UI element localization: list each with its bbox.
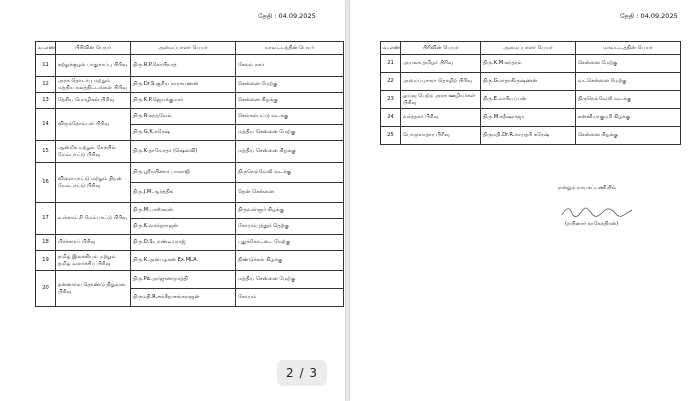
district-name-cell: செங்கல்பட்டு வடக்கு (236, 109, 344, 125)
district-name-cell: சென்னை மேற்கு (236, 77, 344, 93)
header-division: பிரிவின் பெயர் (401, 42, 481, 55)
organizer-name-cell: திரு.K.M.சுந்தரம் (481, 55, 576, 73)
table-row (36, 235, 344, 251)
divisions-table (380, 41, 681, 145)
table-row (36, 109, 344, 125)
table-row (36, 271, 344, 289)
serial-number-cell: 13 (36, 93, 56, 109)
serial-number-cell: 15 (36, 141, 56, 163)
division-name-cell: ஆன்மீக மற்றும் கோயில் மேம்பாட்டு பிரிவு (56, 141, 131, 163)
organizer-name-cell: திரு.K.அன்பழகன் Ex.MLA (131, 251, 236, 271)
table-row (36, 93, 344, 109)
table-row (381, 73, 681, 91)
organizer-name-cell: திரு.E.மாரியப்பன் (481, 91, 576, 109)
district-name-cell: சென்னை மேற்கு (576, 55, 681, 73)
organizer-name-cell: திரு.R.P.கோபிநாத் (131, 55, 236, 77)
table-header-row (381, 42, 681, 55)
district-name-cell: திருவள்ளூர் கிழக்கு (236, 203, 344, 219)
serial-number-cell: 12 (36, 77, 56, 93)
division-name-cell: பொருளாதார பிரிவு (401, 127, 481, 145)
table-row (381, 55, 681, 73)
district-name-cell: மத்திய சென்னை மேற்கு (236, 271, 344, 289)
organizer-name-cell: திரு.K.P.ஜெயக்குமார் (131, 93, 236, 109)
table-row (36, 251, 344, 271)
district-name-cell: கன்னியாகுமரி கிழக்கு (576, 109, 681, 127)
table-row (36, 55, 344, 77)
table-header-row (36, 42, 344, 55)
header-serial: வ.எண் (36, 42, 56, 55)
signature (560, 205, 635, 219)
signatory-name: (நயினார் நாகேந்திரன்) (565, 221, 619, 227)
serial-number-cell: 17 (36, 203, 56, 235)
organizer-name-cell: திருமதி.R.சங்கீதாசங்கராஜன் (131, 289, 236, 307)
document-page-2 (350, 0, 688, 401)
page-date: தேதி : 04.09.2025 (620, 12, 678, 20)
district-name-cell: வடசென்னை மேற்கு (576, 73, 681, 91)
serial-number-cell: 24 (381, 109, 401, 127)
table-row (36, 203, 344, 219)
organizer-name-cell: திரு.Dr.S.சூரிய நாராயணன் (131, 77, 236, 93)
division-name-cell: விருந்தோம்பல் பிரிவு (56, 109, 131, 141)
header-district: மாவட்டத்தின் பெயர் (236, 42, 344, 55)
header-serial: வ.எண் (381, 42, 401, 55)
division-name-cell: சுற்றுச்சூழல் பாதுகாப்பு பிரிவு (56, 55, 131, 77)
district-name-cell: திருநெல்வேலி வடக்கு (236, 163, 344, 183)
organizer-name-cell: திரு.M.சதீஷ்ராஜா (481, 109, 576, 127)
organizer-name-cell: திரு.R.சுந்தவேல் (131, 109, 236, 125)
page-indicator: 2 / 3 (277, 360, 327, 386)
division-name-cell: தன்னார்வ தொண்டு நிறுவன பிரிவு (56, 271, 131, 307)
district-name-cell: புதுக்கோட்டை மேற்கு (236, 235, 344, 251)
serial-number-cell: 16 (36, 163, 56, 203)
closing-line: என்றும் நாயகப்பணியில் (558, 185, 617, 191)
organizer-name-cell: திரு.K.வசந்தராஜன் (131, 219, 236, 235)
serial-number-cell: 11 (36, 55, 56, 77)
serial-number-cell: 18 (36, 235, 56, 251)
serial-number-cell: 25 (381, 127, 401, 145)
table-row (381, 109, 681, 127)
organizer-name-cell: திரு.D.S.பாண்டியராஜ் (131, 235, 236, 251)
organizer-name-cell: திருமதி.Dr.R.காயத்ரி சுரேஷ் (481, 127, 576, 145)
organizer-name-cell: திரு.K.தாமோதர் (ஷெல்வி) (131, 141, 236, 163)
division-name-cell: பிரச்சாரப் பிரிவு (56, 235, 131, 251)
district-name-cell: சென்னை கிழக்கு (576, 127, 681, 145)
page-date: தேதி : 04.09.2025 (258, 12, 316, 20)
district-name-cell: சென்னை கிழக்கு (236, 93, 344, 109)
district-name-cell: கோயம் (236, 289, 344, 307)
serial-number-cell: 23 (381, 91, 401, 109)
table-row (36, 141, 344, 163)
serial-number-cell: 22 (381, 73, 401, 91)
division-name-cell: தமிழ் இலக்கியம் மற்றும் தமிழ் வளர்ச்சிப் பிரிவு (56, 251, 131, 271)
division-name-cell: வர்த்தகர் பிரிவு (401, 109, 481, 127)
header-organizer: அமைப்பாளர் பெயர் (481, 42, 576, 55)
header-district: மாவட்டத்தின் பெயர் (576, 42, 681, 55)
organizer-name-cell: திரு.ஸ்ரீநயினார் பாலாஜி (131, 163, 236, 183)
division-name-cell: அயலக தமிழர் பிரிவு (401, 55, 481, 73)
organizer-name-cell: திரு.Pa.அர்ஜுனமூர்த்தி (131, 271, 236, 289)
division-name-cell: விளையாட்டு மற்றும் திறன் மேம்பாட்டு பிரிவு (56, 163, 131, 203)
district-name-cell: திண்டுக்கல் கிழக்கு (236, 251, 344, 271)
district-name-cell: மத்திய சென்னை கிழக்கு (236, 141, 344, 163)
district-name-cell: மத்திய சென்னை மேற்கு (236, 125, 344, 141)
serial-number-cell: 21 (381, 55, 401, 73)
division-name-cell: தேசிய மொழிகள் பிரிவு (56, 93, 131, 109)
header-organizer: அமைப்பாளர் பெயர் (131, 42, 236, 55)
organizer-name-cell: திரு.G.K.சுரேஷ் (131, 125, 236, 141)
division-name-cell: அமைப்புசாரா தொழிற் பிரிவு (401, 73, 481, 91)
header-division: பிரிவின் பெயர் (56, 42, 131, 55)
organizer-name-cell: திரு.M.பாஸ்கரன் (131, 203, 236, 219)
organizer-name-cell: திரு.J.M.ஆர்த்திக் (131, 183, 236, 203)
district-name-cell: தென் சென்னை (236, 183, 344, 203)
table-row (381, 127, 681, 145)
district-name-cell: சேலம் நகர் (236, 55, 344, 77)
division-name-cell: அரசு தொடர்பு மற்றும் மத்திய நலத்திட்டங்கள் பிரிவு (56, 77, 131, 93)
table-row (36, 77, 344, 93)
district-name-cell: கோயம்புத்தூர் தெற்கு (236, 219, 344, 235)
divisions-table (35, 41, 344, 307)
table-row (381, 91, 681, 109)
organizer-name-cell: திரு.G.ராதாகிருஷ்ணன் (481, 73, 576, 91)
serial-number-cell: 14 (36, 109, 56, 141)
division-name-cell: ஓய்வு பெற்ற அரசு ஊழியர்கள் பிரிவு (401, 91, 481, 109)
division-name-cell: உள்ளாட்சி மேம்பாட்டு பிரிவு (56, 203, 131, 235)
district-name-cell: திருநெல்வேலி வடக்கு (576, 91, 681, 109)
table-row (36, 163, 344, 183)
serial-number-cell: 19 (36, 251, 56, 271)
serial-number-cell: 20 (36, 271, 56, 307)
